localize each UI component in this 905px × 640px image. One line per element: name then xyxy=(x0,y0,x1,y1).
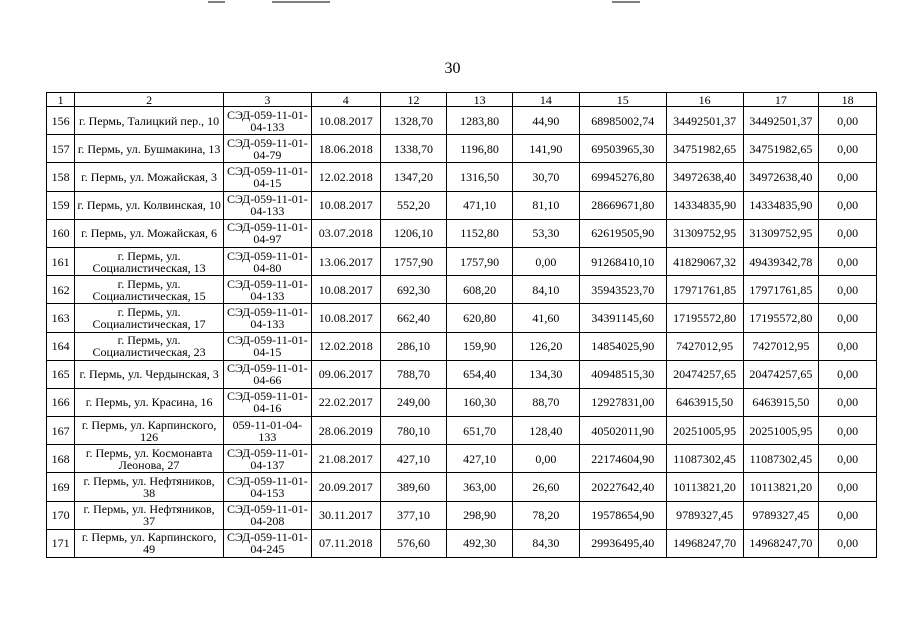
col-17-value-cell: 20251005,95 xyxy=(743,417,819,445)
document-number-cell: СЭД-059-11-01-04-66 xyxy=(223,360,311,388)
row-number-cell: 166 xyxy=(47,388,75,416)
header-cell: 17 xyxy=(743,93,819,107)
row-number-cell: 157 xyxy=(47,135,75,163)
col-13-value-cell: 1283,80 xyxy=(447,107,513,135)
document-number-cell: 059-11-01-04-133 xyxy=(223,417,311,445)
header-cell: 18 xyxy=(819,93,877,107)
row-number-cell: 167 xyxy=(47,417,75,445)
document-number-cell: СЭД-059-11-01-04-16 xyxy=(223,388,311,416)
row-number-cell: 156 xyxy=(47,107,75,135)
col-16-value-cell: 41829067,32 xyxy=(666,247,743,275)
address-cell: г. Пермь, ул. Социалистическая, 17 xyxy=(75,304,224,332)
col-15-value-cell: 40948515,30 xyxy=(579,360,666,388)
header-cell: 14 xyxy=(513,93,580,107)
header-cell: 12 xyxy=(380,93,447,107)
col-12-value-cell: 552,20 xyxy=(380,191,447,219)
col-17-value-cell: 14334835,90 xyxy=(743,191,819,219)
col-16-value-cell: 34751982,65 xyxy=(666,135,743,163)
header-cell: 1 xyxy=(47,93,75,107)
date-cell: 28.06.2019 xyxy=(311,417,380,445)
col-14-value-cell: 30,70 xyxy=(513,163,580,191)
col-16-value-cell: 9789327,45 xyxy=(666,501,743,529)
col-18-value-cell: 0,00 xyxy=(819,163,877,191)
date-cell: 09.06.2017 xyxy=(311,360,380,388)
col-15-value-cell: 14854025,90 xyxy=(579,332,666,360)
document-number-cell: СЭД-059-11-01-04-15 xyxy=(223,163,311,191)
col-12-value-cell: 692,30 xyxy=(380,276,447,304)
address-cell: г. Пермь, ул. Можайская, 3 xyxy=(75,163,224,191)
col-12-value-cell: 377,10 xyxy=(380,501,447,529)
col-15-value-cell: 12927831,00 xyxy=(579,388,666,416)
col-12-value-cell: 662,40 xyxy=(380,304,447,332)
document-number-cell: СЭД-059-11-01-04-133 xyxy=(223,276,311,304)
date-cell: 13.06.2017 xyxy=(311,247,380,275)
col-18-value-cell: 0,00 xyxy=(819,191,877,219)
col-15-value-cell: 28669671,80 xyxy=(579,191,666,219)
row-number-cell: 160 xyxy=(47,219,75,247)
col-15-value-cell: 62619505,90 xyxy=(579,219,666,247)
address-cell: г. Пермь, ул. Космонавта Леонова, 27 xyxy=(75,445,224,473)
document-number-cell: СЭД-059-11-01-04-133 xyxy=(223,107,311,135)
document-number-cell: СЭД-059-11-01-04-97 xyxy=(223,219,311,247)
address-cell: г. Пермь, ул. Бушмакина, 13 xyxy=(75,135,224,163)
table-row xyxy=(47,107,877,135)
col-13-value-cell: 1196,80 xyxy=(447,135,513,163)
col-13-value-cell: 160,30 xyxy=(447,388,513,416)
col-17-value-cell: 10113821,20 xyxy=(743,473,819,501)
col-17-value-cell: 49439342,78 xyxy=(743,247,819,275)
table-row xyxy=(47,501,877,529)
col-15-value-cell: 69945276,80 xyxy=(579,163,666,191)
row-number-cell: 163 xyxy=(47,304,75,332)
col-18-value-cell: 0,00 xyxy=(819,247,877,275)
col-17-value-cell: 17971761,85 xyxy=(743,276,819,304)
table-row xyxy=(47,445,877,473)
col-17-value-cell: 17195572,80 xyxy=(743,304,819,332)
address-cell: г. Пермь, ул. Карпинского, 49 xyxy=(75,529,224,557)
table-row xyxy=(47,247,877,275)
address-cell: г. Пермь, ул. Нефтяников, 37 xyxy=(75,501,224,529)
col-18-value-cell: 0,00 xyxy=(819,445,877,473)
document-number-cell: СЭД-059-11-01-04-79 xyxy=(223,135,311,163)
col-14-value-cell: 126,20 xyxy=(513,332,580,360)
col-14-value-cell: 88,70 xyxy=(513,388,580,416)
col-15-value-cell: 40502011,90 xyxy=(579,417,666,445)
col-14-value-cell: 81,10 xyxy=(513,191,580,219)
address-cell: г. Пермь, ул. Колвинская, 10 xyxy=(75,191,224,219)
col-17-value-cell: 11087302,45 xyxy=(743,445,819,473)
col-13-value-cell: 651,70 xyxy=(447,417,513,445)
col-12-value-cell: 389,60 xyxy=(380,473,447,501)
date-cell: 22.02.2017 xyxy=(311,388,380,416)
col-17-value-cell: 6463915,50 xyxy=(743,388,819,416)
row-number-cell: 158 xyxy=(47,163,75,191)
document-number-cell: СЭД-059-11-01-04-133 xyxy=(223,191,311,219)
col-13-value-cell: 471,10 xyxy=(447,191,513,219)
col-14-value-cell: 84,10 xyxy=(513,276,580,304)
col-15-value-cell: 20227642,40 xyxy=(579,473,666,501)
row-number-cell: 161 xyxy=(47,247,75,275)
col-16-value-cell: 14968247,70 xyxy=(666,529,743,557)
document-number-cell: СЭД-059-11-01-04-153 xyxy=(223,473,311,501)
table-row xyxy=(47,332,877,360)
table-row xyxy=(47,473,877,501)
col-17-value-cell: 14968247,70 xyxy=(743,529,819,557)
col-18-value-cell: 0,00 xyxy=(819,107,877,135)
col-17-value-cell: 7427012,95 xyxy=(743,332,819,360)
table-body xyxy=(47,107,877,558)
col-13-value-cell: 298,90 xyxy=(447,501,513,529)
row-number-cell: 162 xyxy=(47,276,75,304)
address-cell: г. Пермь, ул. Социалистическая, 13 xyxy=(75,247,224,275)
col-13-value-cell: 363,00 xyxy=(447,473,513,501)
header-cell: 4 xyxy=(311,93,380,107)
date-cell: 12.02.2018 xyxy=(311,332,380,360)
col-14-value-cell: 0,00 xyxy=(513,445,580,473)
col-12-value-cell: 780,10 xyxy=(380,417,447,445)
document-number-cell: СЭД-059-11-01-04-245 xyxy=(223,529,311,557)
date-cell: 10.08.2017 xyxy=(311,191,380,219)
col-15-value-cell: 29936495,40 xyxy=(579,529,666,557)
header-cell: 2 xyxy=(75,93,224,107)
col-12-value-cell: 788,70 xyxy=(380,360,447,388)
row-number-cell: 170 xyxy=(47,501,75,529)
date-cell: 10.08.2017 xyxy=(311,276,380,304)
document-number-cell: СЭД-059-11-01-04-133 xyxy=(223,304,311,332)
register-table xyxy=(46,92,877,558)
col-15-value-cell: 91268410,10 xyxy=(579,247,666,275)
col-12-value-cell: 249,00 xyxy=(380,388,447,416)
col-15-value-cell: 34391145,60 xyxy=(579,304,666,332)
row-number-cell: 159 xyxy=(47,191,75,219)
address-cell: г. Пермь, ул. Социалистическая, 15 xyxy=(75,276,224,304)
col-18-value-cell: 0,00 xyxy=(819,417,877,445)
col-12-value-cell: 1328,70 xyxy=(380,107,447,135)
row-number-cell: 169 xyxy=(47,473,75,501)
col-16-value-cell: 7427012,95 xyxy=(666,332,743,360)
table-row xyxy=(47,388,877,416)
col-13-value-cell: 1757,90 xyxy=(447,247,513,275)
table-row xyxy=(47,135,877,163)
col-18-value-cell: 0,00 xyxy=(819,219,877,247)
row-number-cell: 164 xyxy=(47,332,75,360)
table-row xyxy=(47,163,877,191)
col-18-value-cell: 0,00 xyxy=(819,135,877,163)
table-row xyxy=(47,304,877,332)
col-16-value-cell: 17971761,85 xyxy=(666,276,743,304)
header-cell: 13 xyxy=(447,93,513,107)
col-16-value-cell: 20251005,95 xyxy=(666,417,743,445)
col-14-value-cell: 26,60 xyxy=(513,473,580,501)
page-number: 30 xyxy=(444,60,461,77)
col-17-value-cell: 34492501,37 xyxy=(743,107,819,135)
col-17-value-cell: 9789327,45 xyxy=(743,501,819,529)
row-number-cell: 168 xyxy=(47,445,75,473)
col-17-value-cell: 34751982,65 xyxy=(743,135,819,163)
col-16-value-cell: 10113821,20 xyxy=(666,473,743,501)
col-16-value-cell: 34972638,40 xyxy=(666,163,743,191)
col-15-value-cell: 22174604,90 xyxy=(579,445,666,473)
date-cell: 20.09.2017 xyxy=(311,473,380,501)
col-16-value-cell: 20474257,65 xyxy=(666,360,743,388)
col-18-value-cell: 0,00 xyxy=(819,501,877,529)
table-row xyxy=(47,529,877,557)
date-cell: 12.02.2018 xyxy=(311,163,380,191)
col-18-value-cell: 0,00 xyxy=(819,473,877,501)
table-row xyxy=(47,417,877,445)
address-cell: г. Пермь, ул. Красина, 16 xyxy=(75,388,224,416)
document-number-cell: СЭД-059-11-01-04-208 xyxy=(223,501,311,529)
col-12-value-cell: 427,10 xyxy=(380,445,447,473)
col-13-value-cell: 1316,50 xyxy=(447,163,513,191)
col-18-value-cell: 0,00 xyxy=(819,332,877,360)
col-16-value-cell: 6463915,50 xyxy=(666,388,743,416)
col-13-value-cell: 492,30 xyxy=(447,529,513,557)
col-15-value-cell: 68985002,74 xyxy=(579,107,666,135)
col-16-value-cell: 31309752,95 xyxy=(666,219,743,247)
header-cell: 16 xyxy=(666,93,743,107)
col-14-value-cell: 128,40 xyxy=(513,417,580,445)
col-14-value-cell: 134,30 xyxy=(513,360,580,388)
col-12-value-cell: 1206,10 xyxy=(380,219,447,247)
col-14-value-cell: 141,90 xyxy=(513,135,580,163)
col-16-value-cell: 14334835,90 xyxy=(666,191,743,219)
date-cell: 30.11.2017 xyxy=(311,501,380,529)
address-cell: г. Пермь, ул. Социалистическая, 23 xyxy=(75,332,224,360)
table-row xyxy=(47,219,877,247)
col-13-value-cell: 608,20 xyxy=(447,276,513,304)
col-12-value-cell: 1347,20 xyxy=(380,163,447,191)
col-16-value-cell: 34492501,37 xyxy=(666,107,743,135)
date-cell: 07.11.2018 xyxy=(311,529,380,557)
col-16-value-cell: 17195572,80 xyxy=(666,304,743,332)
col-14-value-cell: 44,90 xyxy=(513,107,580,135)
col-17-value-cell: 34972638,40 xyxy=(743,163,819,191)
col-12-value-cell: 1338,70 xyxy=(380,135,447,163)
col-18-value-cell: 0,00 xyxy=(819,388,877,416)
row-number-cell: 171 xyxy=(47,529,75,557)
document-number-cell: СЭД-059-11-01-04-137 xyxy=(223,445,311,473)
col-12-value-cell: 286,10 xyxy=(380,332,447,360)
table-row xyxy=(47,276,877,304)
table-row xyxy=(47,360,877,388)
date-cell: 03.07.2018 xyxy=(311,219,380,247)
date-cell: 10.08.2017 xyxy=(311,304,380,332)
date-cell: 18.06.2018 xyxy=(311,135,380,163)
col-13-value-cell: 1152,80 xyxy=(447,219,513,247)
table-row xyxy=(47,191,877,219)
col-18-value-cell: 0,00 xyxy=(819,360,877,388)
col-17-value-cell: 20474257,65 xyxy=(743,360,819,388)
col-16-value-cell: 11087302,45 xyxy=(666,445,743,473)
col-18-value-cell: 0,00 xyxy=(819,276,877,304)
document-number-cell: СЭД-059-11-01-04-80 xyxy=(223,247,311,275)
date-cell: 21.08.2017 xyxy=(311,445,380,473)
document-number-cell: СЭД-059-11-01-04-15 xyxy=(223,332,311,360)
address-cell: г. Пермь, ул. Чердынская, 3 xyxy=(75,360,224,388)
col-13-value-cell: 159,90 xyxy=(447,332,513,360)
col-14-value-cell: 78,20 xyxy=(513,501,580,529)
header-row xyxy=(47,93,877,107)
address-cell: г. Пермь, ул. Карпинского, 126 xyxy=(75,417,224,445)
col-15-value-cell: 69503965,30 xyxy=(579,135,666,163)
col-13-value-cell: 620,80 xyxy=(447,304,513,332)
col-14-value-cell: 41,60 xyxy=(513,304,580,332)
header-cell: 3 xyxy=(223,93,311,107)
col-14-value-cell: 0,00 xyxy=(513,247,580,275)
row-number-cell: 165 xyxy=(47,360,75,388)
col-15-value-cell: 35943523,70 xyxy=(579,276,666,304)
col-18-value-cell: 0,00 xyxy=(819,529,877,557)
scan-edge-marks xyxy=(0,0,905,6)
col-18-value-cell: 0,00 xyxy=(819,304,877,332)
col-13-value-cell: 427,10 xyxy=(447,445,513,473)
address-cell: г. Пермь, ул. Можайская, 6 xyxy=(75,219,224,247)
col-14-value-cell: 84,30 xyxy=(513,529,580,557)
col-15-value-cell: 19578654,90 xyxy=(579,501,666,529)
col-17-value-cell: 31309752,95 xyxy=(743,219,819,247)
address-cell: г. Пермь, Талицкий пер., 10 xyxy=(75,107,224,135)
col-14-value-cell: 53,30 xyxy=(513,219,580,247)
date-cell: 10.08.2017 xyxy=(311,107,380,135)
address-cell: г. Пермь, ул. Нефтяников, 38 xyxy=(75,473,224,501)
header-cell: 15 xyxy=(579,93,666,107)
col-13-value-cell: 654,40 xyxy=(447,360,513,388)
col-12-value-cell: 576,60 xyxy=(380,529,447,557)
col-12-value-cell: 1757,90 xyxy=(380,247,447,275)
